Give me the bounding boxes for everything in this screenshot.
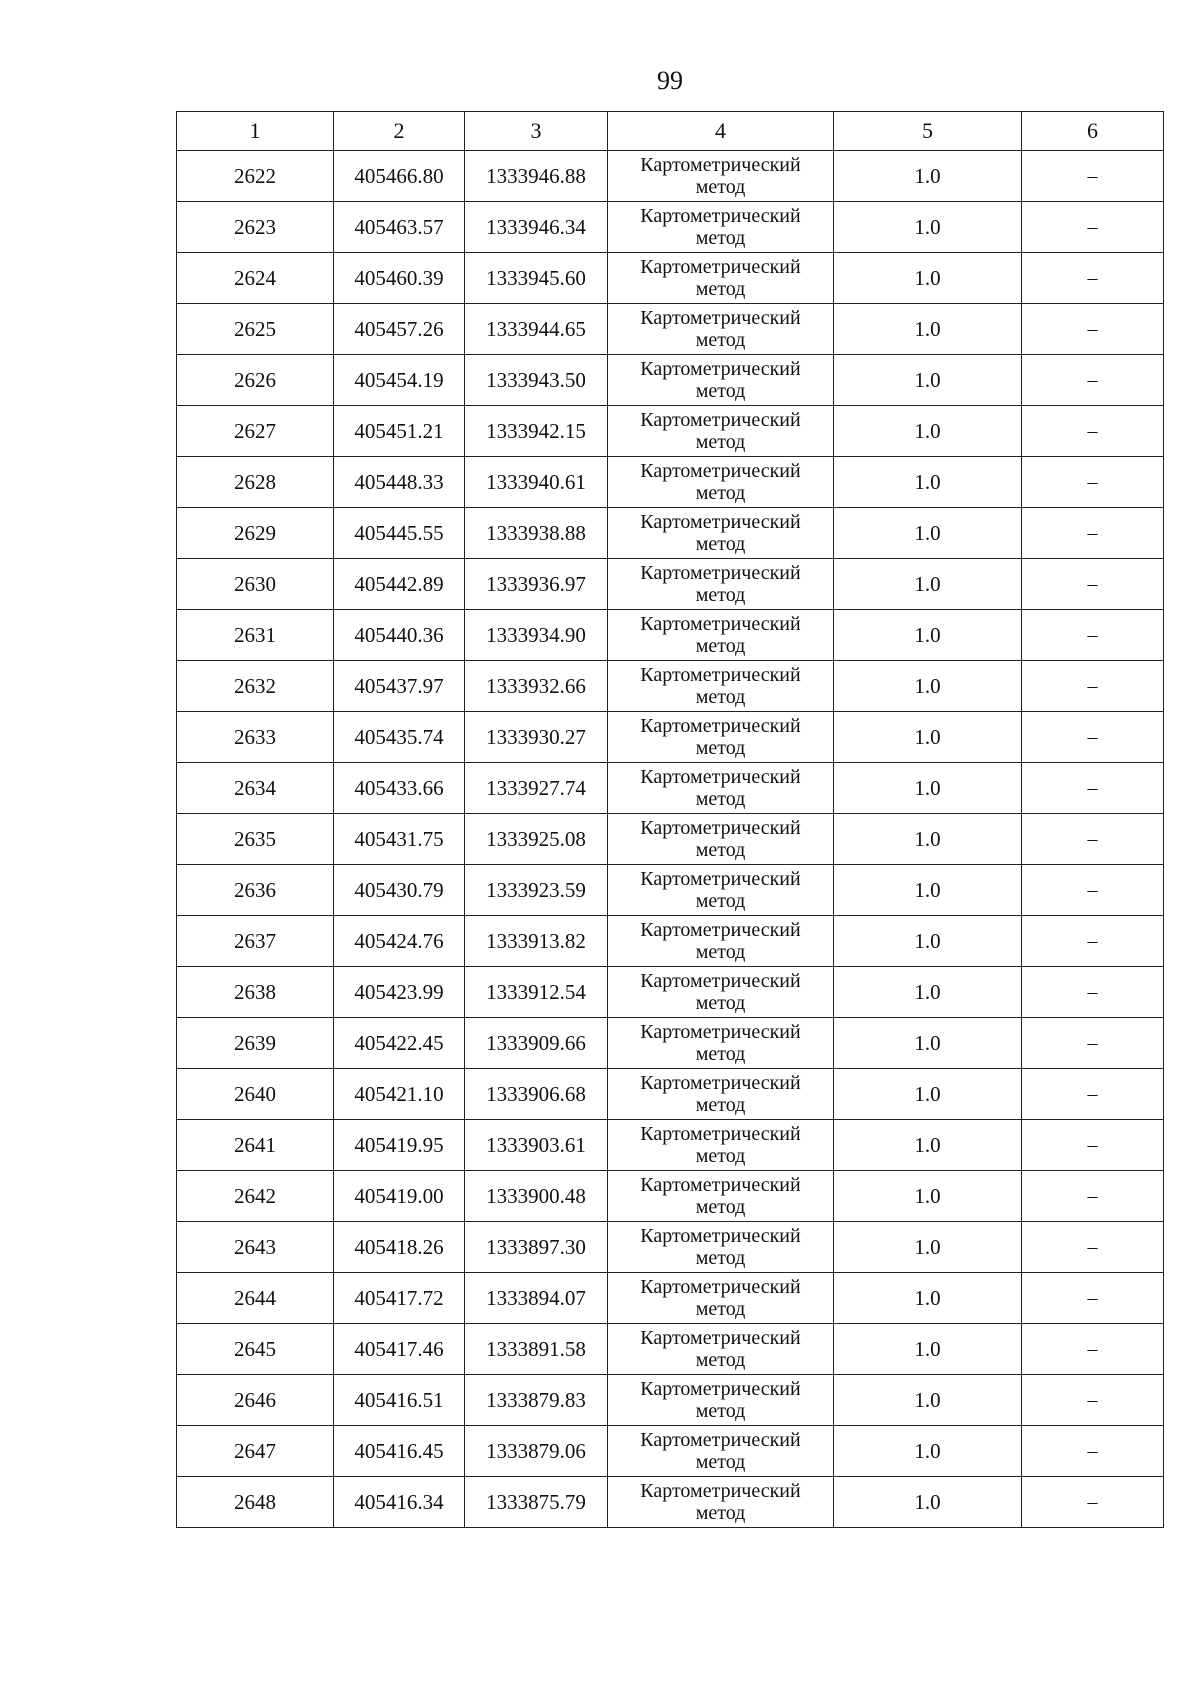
point-number-cell: 2646 [177,1375,334,1426]
table-row [177,1018,1164,1069]
table-row [177,406,1164,457]
method-line-1: Картометрический [640,358,801,380]
x-coordinate-cell: 405419.95 [334,1120,465,1171]
table-row [177,457,1164,508]
method-line-1: Картометрический [640,205,801,227]
note-cell: – [1022,1171,1164,1222]
accuracy-cell: 1.0 [834,865,1022,916]
method-cell [608,865,834,916]
y-coordinate-cell: 1333894.07 [465,1273,608,1324]
accuracy-cell: 1.0 [834,253,1022,304]
accuracy-cell: 1.0 [834,151,1022,202]
accuracy-cell: 1.0 [834,1171,1022,1222]
method-line-1: Картометрический [640,562,801,584]
method-line-1: Картометрический [640,154,801,176]
x-coordinate-cell: 405416.34 [334,1477,465,1528]
method-cell [608,202,834,253]
method-cell [608,508,834,559]
y-coordinate-cell: 1333945.60 [465,253,608,304]
table-row [177,1222,1164,1273]
note-cell: – [1022,763,1164,814]
table-row [177,1324,1164,1375]
x-coordinate-cell: 405440.36 [334,610,465,661]
note-cell: – [1022,202,1164,253]
point-number-cell: 2632 [177,661,334,712]
table-row [177,355,1164,406]
point-number-cell: 2639 [177,1018,334,1069]
point-number-cell: 2647 [177,1426,334,1477]
method-line-1: Картометрический [640,1072,801,1094]
accuracy-cell: 1.0 [834,916,1022,967]
x-coordinate-cell: 405417.46 [334,1324,465,1375]
y-coordinate-cell: 1333906.68 [465,1069,608,1120]
note-cell: – [1022,916,1164,967]
method-cell [608,661,834,712]
x-coordinate-cell: 405460.39 [334,253,465,304]
header-row [177,112,1164,151]
x-coordinate-cell: 405424.76 [334,916,465,967]
method-cell [608,814,834,865]
page-number: 99 [657,66,683,95]
note-cell: – [1022,1018,1164,1069]
note-cell: – [1022,1120,1164,1171]
x-coordinate-cell: 405423.99 [334,967,465,1018]
coordinates-table [176,111,1164,1528]
note-cell: – [1022,1273,1164,1324]
x-coordinate-cell: 405419.00 [334,1171,465,1222]
x-coordinate-cell: 405463.57 [334,202,465,253]
method-cell [608,253,834,304]
note-cell: – [1022,253,1164,304]
x-coordinate-cell: 405448.33 [334,457,465,508]
point-number-cell: 2622 [177,151,334,202]
method-line-2: метод [695,329,746,351]
table-row [177,304,1164,355]
method-cell [608,1426,834,1477]
note-cell: – [1022,814,1164,865]
accuracy-cell: 1.0 [834,1273,1022,1324]
method-line-2: метод [695,176,746,198]
method-line-1: Картометрический [640,1276,801,1298]
method-line-2: метод [695,482,746,504]
table-row [177,1273,1164,1324]
method-line-2: метод [695,737,746,759]
method-line-1: Картометрический [640,1429,801,1451]
y-coordinate-cell: 1333944.65 [465,304,608,355]
table-row [177,253,1164,304]
accuracy-cell: 1.0 [834,1222,1022,1273]
method-line-2: метод [695,1400,746,1422]
y-coordinate-cell: 1333879.06 [465,1426,608,1477]
method-cell [608,1120,834,1171]
table-row [177,865,1164,916]
point-number-cell: 2634 [177,763,334,814]
header-cell-1: 1 [177,112,334,151]
table-row [177,1171,1164,1222]
header-cell-5: 5 [834,112,1022,151]
accuracy-cell: 1.0 [834,304,1022,355]
table-row [177,508,1164,559]
accuracy-cell: 1.0 [834,1324,1022,1375]
y-coordinate-cell: 1333927.74 [465,763,608,814]
method-line-1: Картометрический [640,460,801,482]
note-cell: – [1022,865,1164,916]
y-coordinate-cell: 1333923.59 [465,865,608,916]
point-number-cell: 2633 [177,712,334,763]
note-cell: – [1022,967,1164,1018]
point-number-cell: 2631 [177,610,334,661]
method-cell [608,1171,834,1222]
method-line-1: Картометрический [640,307,801,329]
note-cell: – [1022,1477,1164,1528]
table-row [177,712,1164,763]
header-cell-2: 2 [334,112,465,151]
x-coordinate-cell: 405418.26 [334,1222,465,1273]
note-cell: – [1022,1324,1164,1375]
point-number-cell: 2626 [177,355,334,406]
method-line-2: метод [695,278,746,300]
accuracy-cell: 1.0 [834,202,1022,253]
method-line-2: метод [695,533,746,555]
y-coordinate-cell: 1333938.88 [465,508,608,559]
method-line-2: метод [695,227,746,249]
header-cell-6: 6 [1022,112,1164,151]
y-coordinate-cell: 1333925.08 [465,814,608,865]
y-coordinate-cell: 1333879.83 [465,1375,608,1426]
y-coordinate-cell: 1333946.34 [465,202,608,253]
method-line-2: метод [695,1451,746,1473]
table-row [177,202,1164,253]
y-coordinate-cell: 1333946.88 [465,151,608,202]
x-coordinate-cell: 405437.97 [334,661,465,712]
point-number-cell: 2642 [177,1171,334,1222]
x-coordinate-cell: 405416.51 [334,1375,465,1426]
accuracy-cell: 1.0 [834,967,1022,1018]
y-coordinate-cell: 1333932.66 [465,661,608,712]
y-coordinate-cell: 1333897.30 [465,1222,608,1273]
table-row [177,763,1164,814]
y-coordinate-cell: 1333913.82 [465,916,608,967]
accuracy-cell: 1.0 [834,1120,1022,1171]
accuracy-cell: 1.0 [834,355,1022,406]
point-number-cell: 2635 [177,814,334,865]
table-row [177,1120,1164,1171]
method-line-1: Картометрический [640,613,801,635]
note-cell: – [1022,406,1164,457]
x-coordinate-cell: 405445.55 [334,508,465,559]
method-cell [608,1222,834,1273]
point-number-cell: 2625 [177,304,334,355]
method-line-2: метод [695,941,746,963]
note-cell: – [1022,1375,1164,1426]
x-coordinate-cell: 405421.10 [334,1069,465,1120]
x-coordinate-cell: 405457.26 [334,304,465,355]
header-cell-4: 4 [608,112,834,151]
note-cell: – [1022,559,1164,610]
point-number-cell: 2638 [177,967,334,1018]
x-coordinate-cell: 405422.45 [334,1018,465,1069]
table-row [177,1069,1164,1120]
method-line-2: метод [695,635,746,657]
method-line-2: метод [695,1196,746,1218]
table-header [177,112,1164,151]
x-coordinate-cell: 405451.21 [334,406,465,457]
table-row [177,967,1164,1018]
point-number-cell: 2640 [177,1069,334,1120]
method-line-1: Картометрический [640,664,801,686]
method-line-2: метод [695,1043,746,1065]
x-coordinate-cell: 405454.19 [334,355,465,406]
method-line-2: метод [695,890,746,912]
method-cell [608,1477,834,1528]
method-cell [608,559,834,610]
method-line-2: метод [695,1094,746,1116]
accuracy-cell: 1.0 [834,1018,1022,1069]
accuracy-cell: 1.0 [834,1426,1022,1477]
accuracy-cell: 1.0 [834,610,1022,661]
method-line-2: метод [695,839,746,861]
method-line-1: Картометрический [640,868,801,890]
note-cell: – [1022,508,1164,559]
table-row [177,559,1164,610]
note-cell: – [1022,355,1164,406]
method-cell [608,1375,834,1426]
method-cell [608,304,834,355]
method-cell [608,1273,834,1324]
method-cell [608,1018,834,1069]
method-line-2: метод [695,1502,746,1524]
point-number-cell: 2623 [177,202,334,253]
accuracy-cell: 1.0 [834,457,1022,508]
method-line-1: Картометрический [640,715,801,737]
table-body [177,151,1164,1528]
point-number-cell: 2630 [177,559,334,610]
method-cell [608,457,834,508]
point-number-cell: 2636 [177,865,334,916]
accuracy-cell: 1.0 [834,559,1022,610]
x-coordinate-cell: 405431.75 [334,814,465,865]
accuracy-cell: 1.0 [834,406,1022,457]
method-line-2: метод [695,380,746,402]
method-line-1: Картометрический [640,256,801,278]
method-line-2: метод [695,1349,746,1371]
method-line-1: Картометрический [640,1378,801,1400]
point-number-cell: 2627 [177,406,334,457]
table-row [177,1426,1164,1477]
note-cell: – [1022,457,1164,508]
point-number-cell: 2643 [177,1222,334,1273]
method-line-1: Картометрический [640,817,801,839]
note-cell: – [1022,1222,1164,1273]
y-coordinate-cell: 1333936.97 [465,559,608,610]
y-coordinate-cell: 1333891.58 [465,1324,608,1375]
table-row [177,1375,1164,1426]
method-line-1: Картометрический [640,1327,801,1349]
x-coordinate-cell: 405430.79 [334,865,465,916]
method-cell [608,1069,834,1120]
method-line-1: Картометрический [640,1021,801,1043]
method-line-2: метод [695,1298,746,1320]
table-row [177,661,1164,712]
y-coordinate-cell: 1333909.66 [465,1018,608,1069]
method-cell [608,1324,834,1375]
y-coordinate-cell: 1333943.50 [465,355,608,406]
x-coordinate-cell: 405466.80 [334,151,465,202]
method-line-2: метод [695,686,746,708]
method-line-1: Картометрический [640,919,801,941]
method-line-1: Картометрический [640,409,801,431]
y-coordinate-cell: 1333934.90 [465,610,608,661]
method-line-1: Картометрический [640,1123,801,1145]
y-coordinate-cell: 1333930.27 [465,712,608,763]
x-coordinate-cell: 405416.45 [334,1426,465,1477]
accuracy-cell: 1.0 [834,814,1022,865]
method-cell [608,916,834,967]
y-coordinate-cell: 1333940.61 [465,457,608,508]
method-cell [608,967,834,1018]
method-line-1: Картометрический [640,1174,801,1196]
method-cell [608,406,834,457]
point-number-cell: 2624 [177,253,334,304]
method-line-2: метод [695,584,746,606]
point-number-cell: 2648 [177,1477,334,1528]
point-number-cell: 2628 [177,457,334,508]
method-line-2: метод [695,788,746,810]
y-coordinate-cell: 1333900.48 [465,1171,608,1222]
table-row [177,151,1164,202]
x-coordinate-cell: 405433.66 [334,763,465,814]
table-row [177,610,1164,661]
note-cell: – [1022,151,1164,202]
accuracy-cell: 1.0 [834,1069,1022,1120]
y-coordinate-cell: 1333912.54 [465,967,608,1018]
table-row [177,916,1164,967]
method-line-1: Картометрический [640,1225,801,1247]
x-coordinate-cell: 405435.74 [334,712,465,763]
accuracy-cell: 1.0 [834,508,1022,559]
x-coordinate-cell: 405442.89 [334,559,465,610]
y-coordinate-cell: 1333942.15 [465,406,608,457]
point-number-cell: 2644 [177,1273,334,1324]
accuracy-cell: 1.0 [834,712,1022,763]
method-line-2: метод [695,992,746,1014]
method-cell [608,610,834,661]
table-row [177,814,1164,865]
header-cell-3: 3 [465,112,608,151]
method-line-1: Картометрический [640,970,801,992]
method-line-2: метод [695,1247,746,1269]
accuracy-cell: 1.0 [834,1375,1022,1426]
method-cell [608,763,834,814]
method-line-1: Картометрический [640,511,801,533]
accuracy-cell: 1.0 [834,763,1022,814]
table-row [177,1477,1164,1528]
method-line-2: метод [695,431,746,453]
method-cell [608,151,834,202]
method-line-2: метод [695,1145,746,1167]
point-number-cell: 2629 [177,508,334,559]
note-cell: – [1022,712,1164,763]
point-number-cell: 2641 [177,1120,334,1171]
method-cell [608,712,834,763]
accuracy-cell: 1.0 [834,1477,1022,1528]
note-cell: – [1022,1069,1164,1120]
accuracy-cell: 1.0 [834,661,1022,712]
method-cell [608,355,834,406]
point-number-cell: 2645 [177,1324,334,1375]
note-cell: – [1022,1426,1164,1477]
y-coordinate-cell: 1333903.61 [465,1120,608,1171]
y-coordinate-cell: 1333875.79 [465,1477,608,1528]
method-line-1: Картометрический [640,766,801,788]
method-line-1: Картометрический [640,1480,801,1502]
note-cell: – [1022,661,1164,712]
x-coordinate-cell: 405417.72 [334,1273,465,1324]
note-cell: – [1022,610,1164,661]
note-cell: – [1022,304,1164,355]
point-number-cell: 2637 [177,916,334,967]
